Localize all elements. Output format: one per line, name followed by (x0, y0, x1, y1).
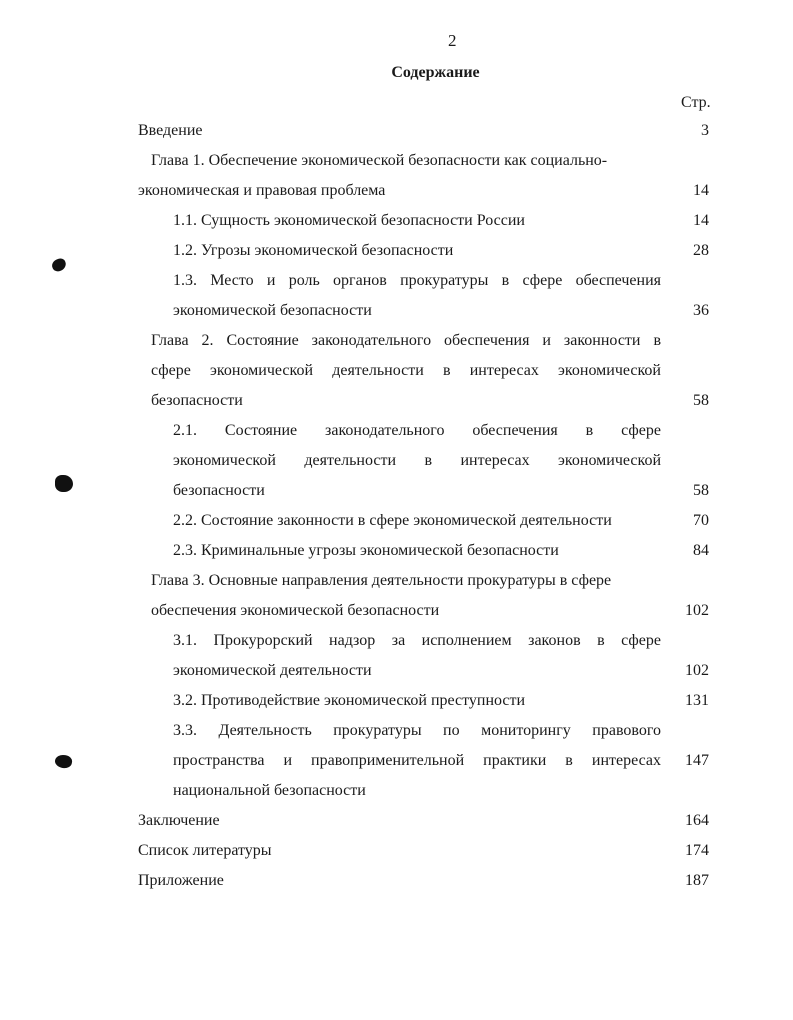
toc-entry-text: сфере экономической деятельности в интересах экономической (151, 362, 661, 379)
toc-row-section-3-3-cont (0, 746, 793, 776)
toc-entry-text: Глава 2. Состояние законодательного обеспечения и законности в (151, 332, 661, 349)
toc-row-section-1-3 (0, 266, 793, 296)
toc-row-section-3-3 (0, 716, 793, 746)
toc-row-appendix (0, 866, 793, 896)
toc-entry-text: пространства и правоприменительной практики в интересах (173, 752, 661, 769)
toc-entry-text: Заключение (138, 812, 220, 829)
toc-row-section-1-2 (0, 236, 793, 266)
toc-entry-text: 3.1. Прокурорский надзор за исполнением законов в сфере (173, 632, 661, 649)
toc-entry-text: национальной безопасности (173, 782, 366, 799)
toc-entry-text: 1.3. Место и роль органов прокуратуры в сфере обеспечения (173, 272, 661, 289)
page-title: Содержание (391, 64, 480, 81)
toc-row-conclusion (0, 806, 793, 836)
toc-entry-page: 187 (685, 872, 709, 889)
toc-entry-text: 3.2. Противодействие экономической преступности (173, 692, 526, 709)
toc-row-section-1-1 (0, 206, 793, 236)
toc-row-section-1-3-cont (0, 296, 793, 326)
toc-entry-page: 102 (685, 662, 709, 679)
toc-row-references (0, 836, 793, 866)
toc-row-chapter-3 (0, 566, 793, 596)
toc-entry-page: 84 (693, 542, 709, 559)
scan-blot-mark (55, 475, 73, 492)
toc-entry-text: безопасности (173, 482, 265, 499)
toc-entry-text: Глава 3. Основные направления деятельности прокуратуры в сфере (151, 572, 612, 589)
toc-entry-text: экономической деятельности в интересах экономической (173, 452, 661, 469)
toc-entry-page: 164 (685, 812, 709, 829)
toc-row-section-2-3 (0, 536, 793, 566)
table-of-contents (0, 116, 793, 896)
toc-entry-text: Введение (138, 122, 203, 139)
toc-entry-page: 14 (693, 182, 709, 199)
toc-row-intro (0, 116, 793, 146)
page-number: 2 (448, 31, 457, 50)
toc-row-section-3-1-cont (0, 656, 793, 686)
toc-row-chapter-1 (0, 146, 793, 176)
toc-entry-text: 1.2. Угрозы экономической безопасности (173, 242, 454, 259)
toc-row-section-2-1-cont (0, 476, 793, 506)
toc-entry-text: Список литературы (138, 842, 272, 859)
toc-row-section-2-1 (0, 416, 793, 446)
toc-row-chapter-2-cont (0, 356, 793, 386)
toc-row-section-3-1 (0, 626, 793, 656)
toc-row-chapter-2 (0, 326, 793, 356)
toc-entry-page: 28 (693, 242, 709, 259)
toc-entry-text: 2.3. Криминальные угрозы экономической безопасности (173, 542, 559, 559)
toc-row-section-2-2 (0, 506, 793, 536)
toc-entry-page: 70 (693, 512, 709, 529)
toc-entry-text: безопасности (151, 392, 243, 409)
toc-row-chapter-3-cont (0, 596, 793, 626)
toc-row-chapter-2-cont (0, 386, 793, 416)
toc-row-section-3-3-cont (0, 776, 793, 806)
toc-row-section-2-1-cont (0, 446, 793, 476)
toc-entry-page: 102 (685, 602, 709, 619)
page-column-header: Стр. (681, 94, 711, 111)
toc-entry-text: Приложение (138, 872, 224, 889)
toc-entry-page: 14 (693, 212, 709, 229)
toc-entry-text: экономическая и правовая проблема (138, 182, 386, 199)
toc-entry-text: 1.1. Сущность экономической безопасности России (173, 212, 525, 229)
toc-entry-page: 131 (685, 692, 709, 709)
toc-entry-text: 3.3. Деятельность прокуратуры по мониторингу правового (173, 722, 661, 739)
toc-entry-page: 58 (693, 482, 709, 499)
toc-entry-page: 36 (693, 302, 709, 319)
toc-entry-text: 2.2. Состояние законности в сфере экономической деятельности (173, 512, 612, 529)
toc-entry-text: обеспечения экономической безопасности (151, 602, 440, 619)
toc-entry-page: 174 (685, 842, 709, 859)
toc-row-section-3-2 (0, 686, 793, 716)
toc-entry-page: 147 (685, 752, 709, 769)
toc-entry-text: 2.1. Состояние законодательного обеспечения в сфере (173, 422, 661, 439)
toc-entry-page: 58 (693, 392, 709, 409)
toc-row-chapter-1-cont (0, 176, 793, 206)
toc-entry-text: Глава 1. Обеспечение экономической безопасности как социально- (151, 152, 608, 169)
toc-entry-text: экономической деятельности (173, 662, 372, 679)
toc-entry-text: экономической безопасности (173, 302, 372, 319)
toc-entry-page: 3 (701, 122, 709, 139)
